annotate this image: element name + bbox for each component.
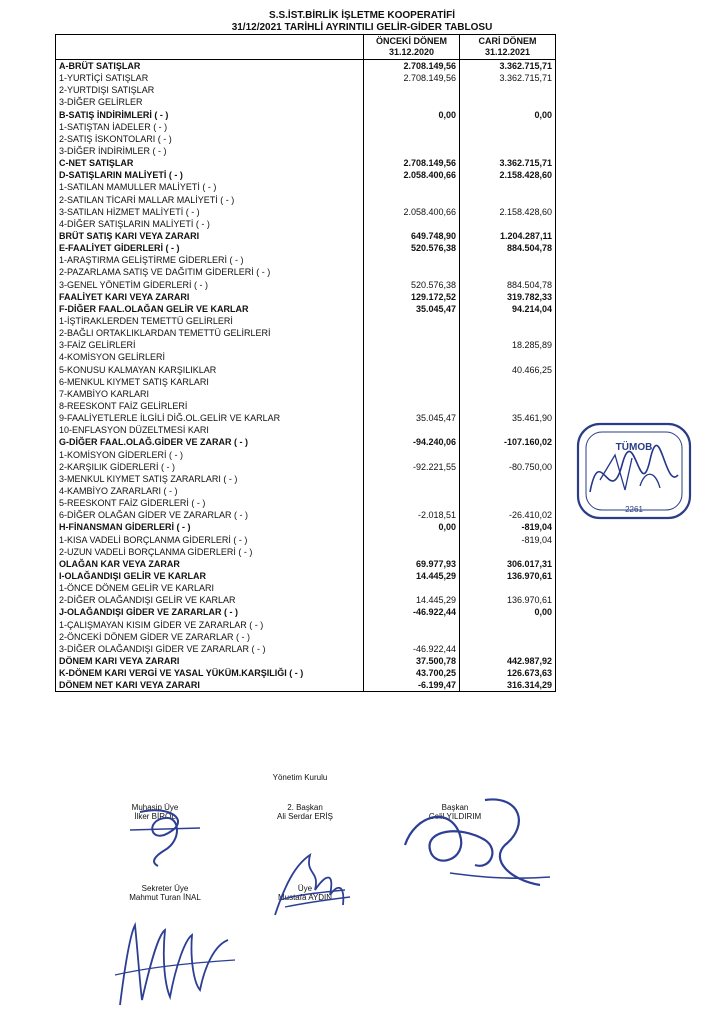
row-label: D-SATIŞLARIN MALİYETİ ( - ) — [56, 169, 364, 181]
signatory-name: Mahmut Turan İNAL — [129, 893, 201, 902]
row-label: DÖNEM KARI VEYA ZARARI — [56, 655, 364, 667]
previous-period-value — [364, 133, 460, 145]
current-period-value: 2.158.428,60 — [460, 169, 556, 181]
table-row — [56, 279, 556, 291]
current-period-value: 18.285,89 — [460, 339, 556, 351]
previous-period-value — [364, 546, 460, 558]
row-label: 9-FAALİYETLERLE İLGİLİ DİĞ.OL.GELİR VE KARLAR — [56, 412, 364, 424]
table-row — [56, 606, 556, 618]
table-row — [56, 594, 556, 606]
table-row — [56, 157, 556, 169]
current-period-value — [460, 400, 556, 412]
table-row — [56, 424, 556, 436]
signatory-role: Üye — [297, 884, 313, 893]
table-row — [56, 618, 556, 630]
table-header-row — [56, 35, 556, 60]
table-row — [56, 194, 556, 206]
current-period-value — [460, 473, 556, 485]
previous-period-value — [364, 485, 460, 497]
row-label: 5-KONUSU KALMAYAN KARŞILIKLAR — [56, 364, 364, 376]
previous-period-value — [364, 351, 460, 363]
table-row — [56, 546, 556, 558]
stamp-top-text: TÜMOB — [615, 442, 653, 453]
row-label: 3-GENEL YÖNETİM GİDERLERİ ( - ) — [56, 279, 364, 291]
current-period-value — [460, 376, 556, 388]
current-period-value: 442.987,92 — [460, 655, 556, 667]
table-row — [56, 679, 556, 692]
row-label: 4-KAMBİYO ZARARLARI ( - ) — [56, 485, 364, 497]
row-label: FAALİYET KARI VEYA ZARARI — [56, 291, 364, 303]
current-period-value — [460, 546, 556, 558]
row-label: 5-REESKONT FAİZ GİDERLERİ ( - ) — [56, 497, 364, 509]
previous-period-value — [364, 582, 460, 594]
row-label: F-DİĞER FAAL.OLAĞAN GELİR VE KARLAR — [56, 303, 364, 315]
current-period-value — [460, 643, 556, 655]
table-row — [56, 485, 556, 497]
row-label: A-BRÜT SATIŞLAR — [56, 60, 364, 73]
table-row — [56, 351, 556, 363]
row-label: 2-BAĞLI ORTAKLIKLARDAN TEMETTÜ GELİRLERİ — [56, 327, 364, 339]
previous-period-value: 2.708.149,56 — [364, 157, 460, 169]
row-label: 2-DİĞER OLAĞANDIŞI GELİR VE KARLAR — [56, 594, 364, 606]
table-row — [56, 643, 556, 655]
previous-period-value — [364, 424, 460, 436]
current-period-value — [460, 351, 556, 363]
signature-vice-president — [265, 845, 355, 920]
table-row — [56, 109, 556, 121]
signatory-name: Ali Serdar ERİŞ — [276, 812, 334, 821]
previous-period-value: -2.018,51 — [364, 509, 460, 521]
row-label: 2-PAZARLAMA SATIŞ VE DAĞITIM GİDERLERİ ( - ) — [56, 266, 364, 278]
row-label: E-FAALİYET GİDERLERİ ( - ) — [56, 242, 364, 254]
current-period-value — [460, 618, 556, 630]
row-label: 2-SATIŞ İSKONTOLARI ( - ) — [56, 133, 364, 145]
current-period-value — [460, 424, 556, 436]
current-period-value: 136.970,61 — [460, 594, 556, 606]
row-label: K-DÖNEM KARI VERGİ VE YASAL YÜKÜM.KARŞILIĞI ( - ) — [56, 667, 364, 679]
table-row — [56, 242, 556, 254]
row-label: B-SATIŞ İNDİRİMLERİ ( - ) — [56, 109, 364, 121]
row-label: DÖNEM NET KARI VEYA ZARARI — [56, 679, 364, 692]
previous-period-value — [364, 533, 460, 545]
signatory-role: 2. Başkan — [287, 803, 323, 812]
table-row — [56, 533, 556, 545]
current-period-value — [460, 497, 556, 509]
current-period-value: 2.158.428,60 — [460, 206, 556, 218]
row-label: 1-SATIŞTAN İADELER ( - ) — [56, 121, 364, 133]
previous-period-title: ÖNCEKİ DÖNEM — [375, 36, 447, 46]
row-label: 1-ARAŞTIRMA GELİŞTİRME GİDERLERİ ( - ) — [56, 254, 364, 266]
previous-period-value: 0,00 — [364, 521, 460, 533]
current-period-value: -107.160,02 — [460, 436, 556, 448]
table-row — [56, 376, 556, 388]
table-row — [56, 558, 556, 570]
row-label: I-OLAĞANDIŞI GELİR VE KARLAR — [56, 570, 364, 582]
signature-president — [390, 785, 560, 895]
previous-period-value — [364, 254, 460, 266]
current-period-date: 31.12.2021 — [484, 47, 531, 57]
current-period-value: 3.362.715,71 — [460, 60, 556, 73]
current-period-value — [460, 96, 556, 108]
row-label: 8-REESKONT FAİZ GELİRLERİ — [56, 400, 364, 412]
previous-period-value: 2.058.400,66 — [364, 169, 460, 181]
previous-period-value — [364, 145, 460, 157]
current-period-value: -819,04 — [460, 521, 556, 533]
table-row — [56, 169, 556, 181]
previous-period-value: 520.576,38 — [364, 279, 460, 291]
current-period-value — [460, 266, 556, 278]
previous-period-date: 31.12.2020 — [388, 47, 435, 57]
current-period-value — [460, 121, 556, 133]
table-row — [56, 473, 556, 485]
current-period-value — [460, 485, 556, 497]
previous-period-value — [364, 473, 460, 485]
current-period-title: CARİ DÖNEM — [478, 36, 537, 46]
current-period-value — [460, 315, 556, 327]
previous-period-value: -92.221,55 — [364, 461, 460, 473]
current-period-value — [460, 631, 556, 643]
row-label: H-FİNANSMAN GİDERLERİ ( - ) — [56, 521, 364, 533]
table-row — [56, 121, 556, 133]
table-row — [56, 291, 556, 303]
cooperative-stamp — [570, 420, 700, 525]
table-row — [56, 655, 556, 667]
table-row — [56, 230, 556, 242]
previous-period-value — [364, 631, 460, 643]
header-label-cell — [56, 35, 364, 60]
row-label: 3-MENKUL KIYMET SATIŞ ZARARLARI ( - ) — [56, 473, 364, 485]
row-label: BRÜT SATIŞ KARI VEYA ZARARI — [56, 230, 364, 242]
current-period-value: 0,00 — [460, 109, 556, 121]
current-period-value: 40.466,25 — [460, 364, 556, 376]
signatory-secretary — [105, 884, 225, 902]
income-statement-table — [55, 34, 556, 692]
table-row — [56, 339, 556, 351]
previous-period-value: -94.240,06 — [364, 436, 460, 448]
current-period-value — [460, 582, 556, 594]
previous-period-value — [364, 218, 460, 230]
previous-period-value — [364, 400, 460, 412]
current-period-value: 0,00 — [460, 606, 556, 618]
previous-period-value: 37.500,78 — [364, 655, 460, 667]
previous-period-value — [364, 376, 460, 388]
table-row — [56, 582, 556, 594]
current-period-value — [460, 254, 556, 266]
signatory-vice-president — [245, 803, 365, 821]
current-period-value: 3.362.715,71 — [460, 157, 556, 169]
table-row — [56, 303, 556, 315]
table-row — [56, 631, 556, 643]
row-label: 3-SATILAN HİZMET MALİYETİ ( - ) — [56, 206, 364, 218]
table-row — [56, 412, 556, 424]
current-period-value — [460, 133, 556, 145]
current-period-value: 1.204.287,11 — [460, 230, 556, 242]
previous-period-value: 14.445,29 — [364, 594, 460, 606]
current-period-value: 319.782,33 — [460, 291, 556, 303]
previous-period-value: -46.922,44 — [364, 643, 460, 655]
table-row — [56, 145, 556, 157]
table-row — [56, 133, 556, 145]
previous-period-value: -6.199,47 — [364, 679, 460, 692]
row-label: 2-KARŞILIK GİDERLERİ ( - ) — [56, 461, 364, 473]
current-period-value: 126.673,63 — [460, 667, 556, 679]
previous-period-value: 0,00 — [364, 109, 460, 121]
previous-period-value — [364, 315, 460, 327]
signatory-name: Mustafa AYDIN — [277, 893, 333, 902]
previous-period-value: 2.708.149,56 — [364, 60, 460, 73]
table-row — [56, 254, 556, 266]
row-label: 1-İŞTİRAKLERDEN TEMETTÜ GELİRLERİ — [56, 315, 364, 327]
row-label: G-DİĞER FAAL.OLAĞ.GİDER VE ZARAR ( - ) — [56, 436, 364, 448]
row-label: 1-ÇALIŞMAYAN KISIM GİDER VE ZARARLAR ( - ) — [56, 618, 364, 630]
row-label: 4-KOMİSYON GELİRLERİ — [56, 351, 364, 363]
current-period-value — [460, 388, 556, 400]
previous-period-value — [364, 96, 460, 108]
table-row — [56, 436, 556, 448]
current-period-value: 3.362.715,71 — [460, 72, 556, 84]
row-label: 2-ÖNCEKİ DÖNEM GİDER VE ZARARLAR ( - ) — [56, 631, 364, 643]
previous-period-value: 649.748,90 — [364, 230, 460, 242]
current-period-value — [460, 218, 556, 230]
header-current-period — [460, 35, 556, 60]
previous-period-value — [364, 194, 460, 206]
row-label: 2-SATILAN TİCARİ MALLAR MALİYETİ ( - ) — [56, 194, 364, 206]
previous-period-value — [364, 339, 460, 351]
board-title: Yönetim Kurulu — [272, 773, 328, 782]
row-label: 2-UZUN VADELİ BORÇLANMA GİDERLERİ ( - ) — [56, 546, 364, 558]
current-period-value: 136.970,61 — [460, 570, 556, 582]
current-period-value: 306.017,31 — [460, 558, 556, 570]
previous-period-value: 69.977,93 — [364, 558, 460, 570]
table-row — [56, 388, 556, 400]
previous-period-value — [364, 266, 460, 278]
row-label: 1-YURTİÇİ SATIŞLAR — [56, 72, 364, 84]
previous-period-value — [364, 84, 460, 96]
previous-period-value — [364, 449, 460, 461]
current-period-value — [460, 145, 556, 157]
signature-treasurer — [110, 800, 220, 870]
signatory-role: Muhasip Üye — [131, 803, 179, 812]
table-row — [56, 266, 556, 278]
signatory-role: Başkan — [441, 803, 469, 812]
table-row — [56, 84, 556, 96]
table-row — [56, 364, 556, 376]
previous-period-value — [364, 364, 460, 376]
row-label: 1-ÖNCE DÖNEM GELİR VE KARLARI — [56, 582, 364, 594]
previous-period-value: 2.058.400,66 — [364, 206, 460, 218]
row-label: 7-KAMBİYO KARLARI — [56, 388, 364, 400]
current-period-value: 316.314,29 — [460, 679, 556, 692]
row-label: 3-FAİZ GELİRLERİ — [56, 339, 364, 351]
table-row — [56, 449, 556, 461]
row-label: 6-MENKUL KIYMET SATIŞ KARLARI — [56, 376, 364, 388]
table-row — [56, 96, 556, 108]
previous-period-value: 129.172,52 — [364, 291, 460, 303]
table-row — [56, 667, 556, 679]
row-label: 4-DİĞER SATIŞLARIN MALİYETİ ( - ) — [56, 218, 364, 230]
stamp-bottom-text: 2261 — [625, 505, 643, 514]
row-label: J-OLAĞANDIŞI GİDER VE ZARARLAR ( - ) — [56, 606, 364, 618]
current-period-value: 884.504,78 — [460, 242, 556, 254]
current-period-value: -80.750,00 — [460, 461, 556, 473]
table-row — [56, 327, 556, 339]
table-row — [56, 497, 556, 509]
current-period-value — [460, 194, 556, 206]
table-row — [56, 218, 556, 230]
previous-period-value — [364, 327, 460, 339]
row-label: OLAĞAN KAR VEYA ZARAR — [56, 558, 364, 570]
previous-period-value: 2.708.149,56 — [364, 72, 460, 84]
previous-period-value: 35.045,47 — [364, 303, 460, 315]
table-row — [56, 315, 556, 327]
row-label: C-NET SATIŞLAR — [56, 157, 364, 169]
row-label: 3-DİĞER OLAĞANDIŞI GİDER VE ZARARLAR ( - ) — [56, 643, 364, 655]
table-row — [56, 509, 556, 521]
table-row — [56, 60, 556, 73]
previous-period-value: 43.700,25 — [364, 667, 460, 679]
table-row — [56, 206, 556, 218]
table-row — [56, 461, 556, 473]
row-label: 1-KOMİSYON GİDERLERİ ( - ) — [56, 449, 364, 461]
document-subtitle: 31/12/2021 TARİHLİ AYRINTILI GELİR-GİDER TABLOSU — [231, 22, 493, 33]
previous-period-value — [364, 181, 460, 193]
previous-period-value — [364, 388, 460, 400]
previous-period-value: 35.045,47 — [364, 412, 460, 424]
previous-period-value — [364, 618, 460, 630]
current-period-value: 884.504,78 — [460, 279, 556, 291]
row-label: 3-DİĞER İNDİRİMLER ( - ) — [56, 145, 364, 157]
signatory-name: İlker BİROL — [134, 812, 176, 821]
row-label: 3-DİĞER GELİRLER — [56, 96, 364, 108]
table-row — [56, 521, 556, 533]
previous-period-value — [364, 121, 460, 133]
table-row — [56, 72, 556, 84]
current-period-value — [460, 327, 556, 339]
signatory-role: Sekreter Üye — [141, 884, 189, 893]
table-row — [56, 400, 556, 412]
current-period-value — [460, 449, 556, 461]
table-row — [56, 181, 556, 193]
current-period-value: -26.410,02 — [460, 509, 556, 521]
previous-period-value: -46.922,44 — [364, 606, 460, 618]
previous-period-value: 520.576,38 — [364, 242, 460, 254]
current-period-value — [460, 181, 556, 193]
previous-period-value — [364, 497, 460, 509]
document-title: S.S.İST.BİRLİK İŞLETME KOOPERATİFİ — [269, 10, 455, 21]
row-label: 1-SATILAN MAMULLER MALİYETİ ( - ) — [56, 181, 364, 193]
signature-secretary — [110, 905, 240, 1015]
header-previous-period — [364, 35, 460, 60]
signatory-name: Celil YILDIRIM — [428, 812, 482, 821]
previous-period-value: 14.445,29 — [364, 570, 460, 582]
current-period-value — [460, 84, 556, 96]
row-label: 2-YURTDIŞI SATIŞLAR — [56, 84, 364, 96]
current-period-value: 94.214,04 — [460, 303, 556, 315]
row-label: 1-KISA VADELİ BORÇLANMA GİDERLERİ ( - ) — [56, 533, 364, 545]
current-period-value: -819,04 — [460, 533, 556, 545]
row-label: 6-DİĞER OLAĞAN GİDER VE ZARARLAR ( - ) — [56, 509, 364, 521]
table-row — [56, 570, 556, 582]
row-label: 10-ENFLASYON DÜZELTMESİ KARI — [56, 424, 364, 436]
current-period-value: 35.461,90 — [460, 412, 556, 424]
